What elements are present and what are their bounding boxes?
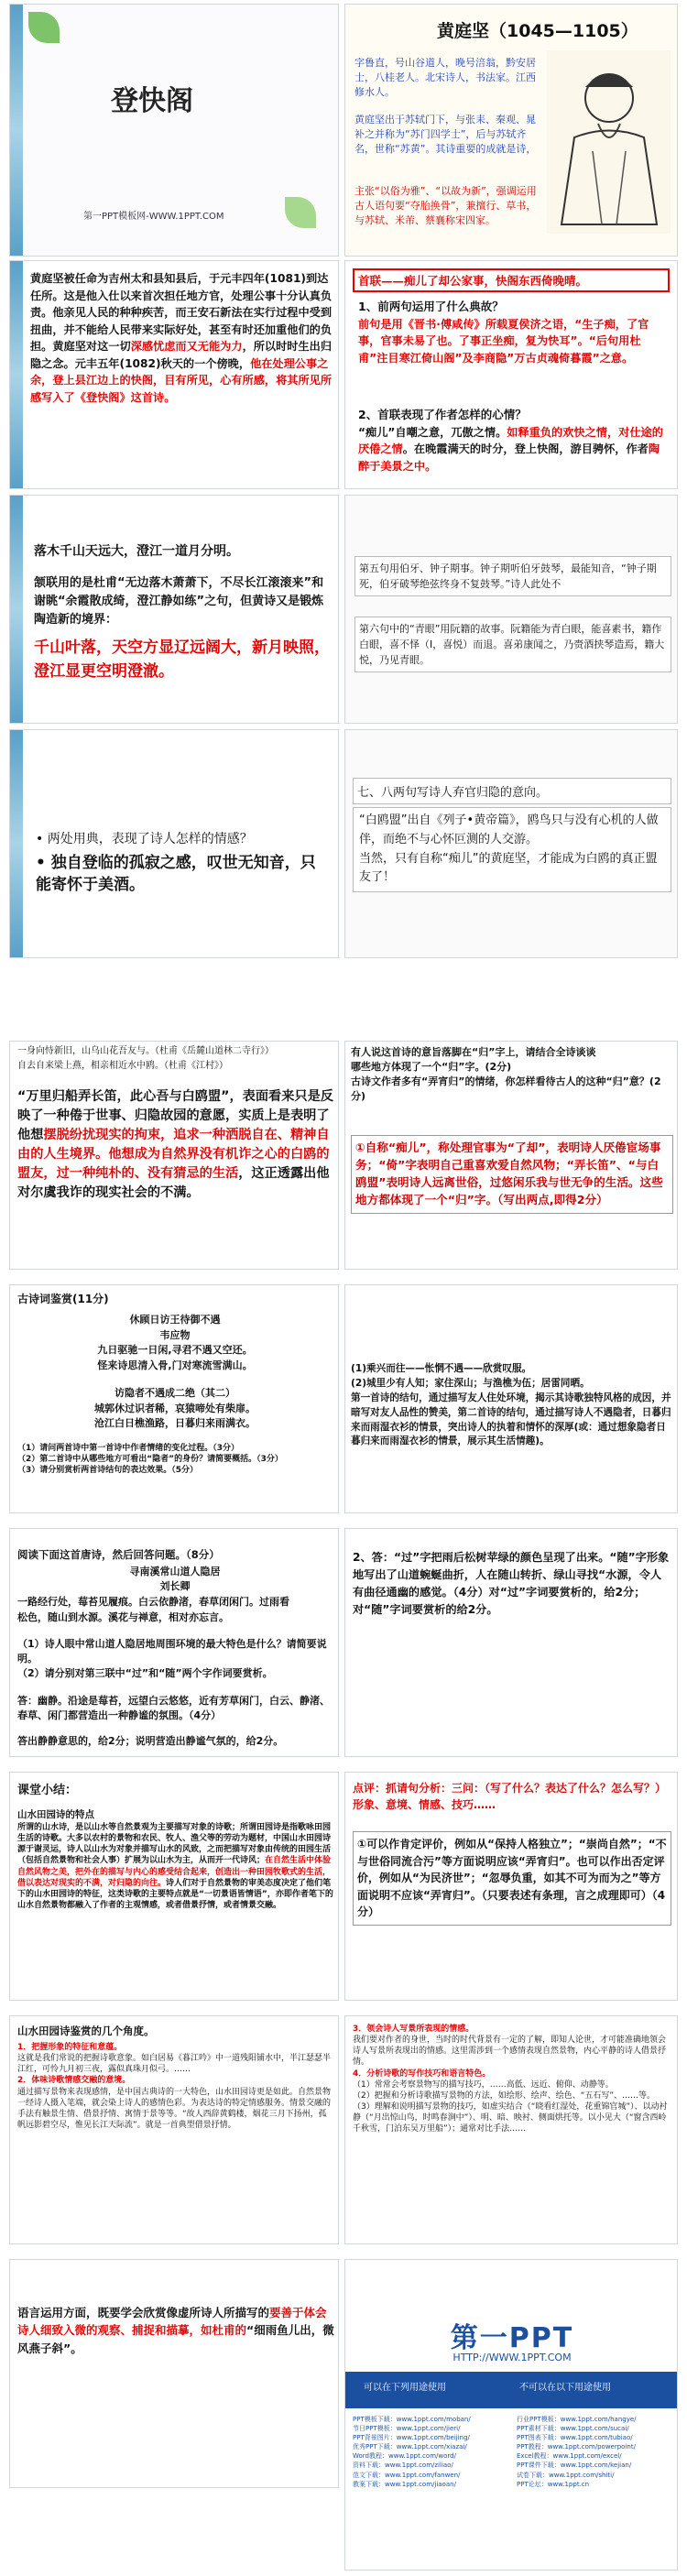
question-2: 2、首联表现了作者怎样的心情？ <box>358 408 527 421</box>
author-bio-1: 字鲁直，号山谷道人，晚号涪翁，黔安居士，八桂老人。北宋诗人，书法家。江西修水人。 <box>354 57 536 98</box>
slide-last-couplet <box>344 729 678 958</box>
quote-line-2: 自去自来梁上燕，相亲相近水中鸥。（杜甫《江村》） <box>17 1061 228 1071</box>
language-part-3: 要善于体会诗人细致入微的观察、捕捉和描摹，如杜甫的 <box>17 2306 327 2338</box>
return-q2: 哪些地方体现了一个“归”字。(2分) <box>351 1060 512 1073</box>
summary-part-2: 在自然生活中体验自然风物之美，把外在的描写与内心的感受结合起来，创造出一种田园牧歌式的生活，借以表达对现实的不满，对归隐的向往。 <box>17 1856 332 1888</box>
angle-4-text-1: （1）常常会考察景物写的描写技巧，……高低、远近、俯仰、动静等。 <box>353 2079 614 2090</box>
angle-1-text: 这就是我们常说的把握诗歌意象。如白居易《暮江吟》中一道残阳铺水中，半江瑟瑟半江红，可怜九月初三夜，露似真珠月似弓。…… <box>17 2054 332 2075</box>
link-item[interactable]: 范文下载：www.1ppt.com/fanwen/ <box>353 2471 461 2479</box>
link-item[interactable]: PPT素材下载：www.1ppt.com/sucai/ <box>517 2425 629 2433</box>
background-part-4: 他在处理公事之余，登上县江边上的快阁，目有所见，心有所感，将其所见所感写入了《登快阁》这首诗。 <box>30 356 333 404</box>
couplet-line: 落木千山天远大，澄江一道月分明。 <box>34 544 239 559</box>
tang-heading: 阅读下面这首唐诗，然后回答问题。（8分） <box>17 1548 220 1561</box>
slide-background <box>9 260 339 489</box>
slide-tang-poem <box>9 1528 339 1757</box>
summary-heading: 课堂小结： <box>17 1784 78 1797</box>
link-item[interactable]: 教案下载：www.1ppt.com/jiaoan/ <box>353 2480 456 2488</box>
last-couplet-answer <box>353 807 671 892</box>
quote-line-1: 一身向恃新旧，山乌山花吾友与。（杜甫《岳麓山道林二寺行》） <box>17 1046 274 1056</box>
angle-4-text-2: （2）把握和分析诗歌描写景物的方法，如绘形、绘声、绘色、“五石写”、……等。 <box>353 2090 656 2101</box>
summary-part-3: 诗人们对于自然景物的审美态度决定了他们笔下的山水田园诗的特征，这类诗歌的主要特点就是“一切景语皆情语”，亦即作者笔下的山水自然景物都融入了作者的主观情感，或者借景抒情，或者情景交融。 <box>17 1878 333 1910</box>
link-item[interactable]: 资料下载：www.1ppt.com/ziliao/ <box>353 2461 453 2470</box>
poem1-line1: 九日驱驰一日闲,寻君不遇又空还。 <box>97 1344 253 1356</box>
usage-forbidden: 不可以在以下用途使用 <box>519 2383 611 2393</box>
slide-tang-answer <box>344 1528 678 1757</box>
answer-2d: 陶醉于美景之中。 <box>358 442 660 473</box>
slide-first-couplet <box>344 260 678 489</box>
return-question <box>351 1045 673 1104</box>
decor-bar <box>10 5 23 256</box>
poem2-line2: 沧江白日樵渔路，日暮归来雨满衣。 <box>94 1417 256 1429</box>
tang-poem-text: 一路经行处，莓苔见履痕。白云依静渚，春草闭闲门。过雨看松色，随山到水源。溪花与禅意，相对亦忘言。 <box>17 1596 289 1623</box>
slide-language <box>9 2259 339 2488</box>
answer-2a: “痴儿”自嘲之意，兀傲之情。 <box>358 426 507 439</box>
poem1-author: 韦应物 <box>159 1328 191 1341</box>
angles2-body <box>353 2024 671 2134</box>
summary-subheading: 山水田园诗的特点 <box>17 1809 94 1820</box>
summary-part-1: 所谓的山水诗，是以山水等自然景观为主要描写对象的诗歌；所谓田园诗是指歌咏田园生活的诗歌。大多以农村的景物和农民、牧人、渔父等的劳动为题材，中国山水田园诗源于谢灵运，诗人以山水为对象并描写山水的风致，之而把描写对象由传统的田园生活（包括自然景物和社会人事）扩展为以山水为主，从而开一代诗风； <box>17 1823 332 1866</box>
tang-a2: 答出静静意思的，给2分；说明营造出静谧气氛的，给2分。 <box>17 1735 284 1747</box>
decor-bar <box>10 730 23 957</box>
link-item[interactable]: 试卷下载：www.1ppt.com/shiti/ <box>517 2471 615 2479</box>
slide-author <box>344 4 678 257</box>
background-part-3: ，所以时时生出归隐之念。元丰五年(1082)秋天的一个傍晚， <box>30 340 333 370</box>
last-couplet-question: 七、八两句写诗人弃官归隐的意向。 <box>353 778 671 804</box>
exercise-q1: （1）请问两首诗中第一首诗中作者情绪的变化过程。（3分） <box>17 1444 240 1453</box>
emotion-answer: • 独自登临的孤寂之感，叹世无知音，只能寄怀于美酒。 <box>36 854 316 894</box>
answer-line-1: “白鸥盟”出自《列子•黄帝篇》，鸥鸟只与没有心机的人做伴，而绝不与心怀叵测的人交游。 <box>359 813 659 846</box>
exercise-questions <box>17 1443 334 1476</box>
leaf-decor <box>285 197 316 228</box>
poem2-title: 访隐者不遇成二绝（其二） <box>114 1387 235 1399</box>
link-item[interactable]: PPT论坛：www.1ppt.cn <box>517 2480 590 2488</box>
author-heading: 黄庭坚（1045—1105） <box>437 21 638 41</box>
answer-2c: 。在晚霞满天的时分，登上快阁，游目骋怀，作者 <box>402 442 649 456</box>
language-text <box>17 2304 334 2357</box>
slide-summary <box>9 1772 339 2001</box>
angle-2-title: 2．体味诗歌情感交融的意境。 <box>17 2076 131 2086</box>
background-part-2: 深感忧虑而又无能为力 <box>130 340 243 354</box>
link-item[interactable]: 节日PPT模板：www.1ppt.com/jieri/ <box>353 2425 461 2433</box>
angle-3-text: 我们要对作者的身世，当时的时代背景有一定的了解，即知人论世，才可能准确地领会诗人写景所表现出的情感。这里需涉到一个感情表现自然景物，内心平静的诗人借景抒情。 <box>353 2036 667 2068</box>
analysis-text: 颔联用的是杜甫“无边落木萧萧下，不尽长江滚滚来”和谢眺“余霞散成绮，澄江静如练”之句，但黄诗又是锻炼陶造新的境界： <box>34 576 324 628</box>
slide-title <box>9 4 339 257</box>
gull-part-3: ，这正透露出他对尔虞我诈的现实社会的不满。 <box>17 1166 330 1201</box>
decor-bar <box>10 496 23 723</box>
link-list <box>353 2416 671 2489</box>
language-part-1: 语言运用方面，既要学会欣赏像虚所诗人所描写的 <box>17 2306 270 2319</box>
poem-answer-2: (2)城里少有人知；家住深山；与渔樵为伍；居雷同晒。 <box>351 1377 590 1389</box>
decor-bar <box>10 261 23 488</box>
exercise-q3: （3）请分别赏析两首诗结句的表达效果。（5分） <box>17 1466 199 1476</box>
brand-logo: 第一PPT <box>450 2322 574 2354</box>
summary-body <box>17 1822 334 1911</box>
gull-analysis <box>17 1087 334 1203</box>
slide-gull-alliance <box>9 1041 339 1270</box>
poem1-line2: 怪来诗思清入骨,门对寒流雪满山。 <box>97 1359 253 1371</box>
couplet-line: 首联——痴儿了却公家事，快阁东西倚晚晴。 <box>353 268 670 292</box>
poem-answer-3: 第一首诗的结句，通过描写友人住处环境，揭示其诗歌独特风格的成因，并暗写对友人品性的赞美，第二首诗的结句，通过描写诗人不遇隐者，日暮归来而雨湿衣衫的情景，突出诗人的执着和情怀的深厚(或：通过想象隐者日暮归来而雨湿衣衫的情景，展示其生活情趣)。 <box>351 1392 671 1447</box>
slide-angles <box>9 2015 339 2244</box>
background-text <box>30 270 333 406</box>
answer-1: 前句是用《晋书·傅咸传》所载夏侯济之语，“生子痴，了官事，官事未易了也。了事正坐痴，复为快耳”。“后句用杜甫”注目寒江倚山阁”及李商隐”万古贞魂倚暮霞”之意。 <box>358 318 649 365</box>
author-bio-3: 主张“以俗为雅”、“以故为新”，强调运用古人语句要“夺胎换骨”，兼擅行、草书，与苏轼、米芾、蔡襄称宋四家。 <box>354 185 537 226</box>
allusion-1: 第五句用伯牙、钟子期事。钟子期听伯牙鼓琴，最能知音，“钟子期死，伯牙破琴绝弦终身不复鼓琴。”诗人此处不 <box>354 556 671 596</box>
link-item[interactable]: 行业PPT模板：www.1ppt.com/hangye/ <box>517 2416 637 2423</box>
question-1: 1、前两句运用了什么典故？ <box>358 300 504 313</box>
poem-answer-1: (1)乘兴而往——怅惘不遇——欣赏叹服。 <box>351 1363 532 1374</box>
angle-2-text: 通过描写景物来表现感情，是中国古典诗的一大特色，山水田园诗更是如此。自然景物一经诗人摄入笔端，就会染上诗人的感情色彩。为表达诗的特定情感服务。情景交融的手法有触景生情、借景抒情、寓情于景等等。“故人西辞黄鹤楼，烟花三月下扬州，孤帆远影碧空尽，惟见长江天际流”。就是一首典型借景抒情。 <box>17 2087 332 2130</box>
slide-return-theme <box>344 1041 678 1270</box>
emotion-question-text: 两处用典，表现了诗人怎样的情感？ <box>47 832 253 846</box>
poem-answers <box>351 1362 673 1449</box>
slide-emotion <box>9 729 339 958</box>
tang-q2: （2）请分别对第三联中“过”和“随”两个字作词要赏析。 <box>17 1667 273 1679</box>
leaf-decor <box>28 12 60 43</box>
angle-4-text-3: （3）理解和说明描写景物的技巧，如虚实结合（“晓看红湿处，花重锦官城”）、以动衬静（“月出惊山鸟，时鸣春涧中”）、明、暗、映衬、侧面烘托等。以小见大（“窗含西岭千秋雪，门泊东吴万里船”）；通常对比手法…… <box>353 2101 668 2134</box>
poem2-line1: 城郭休过识者稀，哀猿啼处有柴扉。 <box>94 1402 256 1414</box>
answer-2 <box>358 424 670 475</box>
link-item[interactable]: 优秀PPT下载：www.1ppt.com/xiazai/ <box>353 2443 467 2451</box>
angle-3-title: 3．领会诗人写景所表现的情感。 <box>353 2025 474 2034</box>
exercise-heading: 古诗词鉴赏(11分) <box>17 1293 109 1305</box>
link-item[interactable]: PPT模板下载：www.1ppt.com/moban/ <box>353 2416 471 2423</box>
slide-brand <box>344 2259 678 2571</box>
angles-body <box>17 2042 334 2131</box>
tang-a1: 答：幽静。沿途是莓苔，远望白云悠悠，近有芳草闲门，白云、静渚、春草、闲门都营造出一种静谧的氛围。（4分） <box>17 1695 330 1721</box>
comment-heading: 点评：抓请句分析：三问：（写了什么？表达了什么？怎么写？）形象、意境、情感、技巧…… <box>353 1782 667 1811</box>
site-caption: 第一PPT模板网-WWW.1PPT.COM <box>83 212 224 222</box>
link-item[interactable]: PPT图表下载：www.1ppt.com/tubiao/ <box>517 2434 633 2442</box>
slide-title-text: 登快阁 <box>111 85 193 117</box>
return-q1: 有人说这首诗的意旨落脚在“归”字上，请结合全诗谈谈 <box>351 1046 596 1058</box>
emotion-answer-text: 独自登临的孤寂之感，叹世无知音，只能寄怀于美酒。 <box>36 854 316 894</box>
return-q3: 古诗文作者多有“弄宵归”的情绪，你怎样看待古人的这种“归”意？(2分) <box>351 1075 661 1102</box>
link-item[interactable]: PPT课件下载：www.1ppt.com/kejian/ <box>517 2461 632 2470</box>
slide-poem-exercise <box>9 1284 339 1513</box>
author-bio-2: 黄庭坚出于苏轼门下，与张耒、秦观、晁补之并称为“苏门四学士”，后与苏轼齐名，世称“苏黄”。其诗重要的成就是诗， <box>354 114 537 155</box>
gull-part-2: 摆脱纷扰现实的拘束，追求一种洒脱自在、精神自由的人生境界。他想成为自然界没有机诈之心的白鸥的盟友，过一种纯朴的、没有猜忌的生活 <box>17 1128 330 1182</box>
tang-title: 寻南溪常山道人隐居 <box>129 1566 221 1577</box>
analysis-highlight: 千山叶落，天空方显辽远阔大，新月映照，澄江显更空明澄澈。 <box>34 639 330 681</box>
usage-allowed: 可以在下列用途使用 <box>364 2383 446 2393</box>
poem1-title: 休顾日访王待御不遇 <box>129 1314 221 1326</box>
slide-poem-answers <box>344 1284 678 1513</box>
gull-part-1: “万里归船弄长笛，此心吾与白鸥盟”，表面看来只是反映了一种倦于世事、归隐故园的意愿，实质上是表明了他想 <box>17 1089 333 1143</box>
poem-2 <box>10 1386 339 1432</box>
comment-answer: ①可以作肯定评价，例如从“保持人格独立”；“崇尚自然”；“不与世俗同流合污”等方面说明应该“弄宵归”。也可以作出否定评价，例如从“为民济世”；“忽辱负重，如其不可为而为之”等方面说明不应该“弄宵归”。（只要表述有条理，言之成理即可）（4分） <box>353 1831 671 1926</box>
poem-1 <box>10 1313 339 1373</box>
answer-2b: 如释重负的欢快之情，对仕途的厌倦之情 <box>358 426 663 456</box>
allusion-2: 第六句中的“青眼”用阮籍的故事。阮籍能为青白眼，能喜素书，籍作白眼，喜不怿（I，喜悦）而退。喜弟康闻之，乃赍酒挟琴造焉，籍大悦，乃见青眼。 <box>354 617 671 672</box>
slide-allusion <box>344 495 678 724</box>
return-answer: ①自称“痴儿”，称处理官事为“了却”，表明诗人厌倦宦场事务；“倚”字表明自己重喜欢爱自然风物；“弄长笛”、“与白鸥盟”表明诗人远离世俗，过悠闲乐我与世无争的生活。这些地方都体现了一个“归”字。（写出两点,即得2分） <box>351 1135 673 1214</box>
angles-heading: 山水田园诗鉴赏的几个角度。 <box>17 2025 155 2037</box>
portrait-image <box>547 50 671 234</box>
angle-1-title: 1．把握形象的特征和意蕴。 <box>17 2043 123 2052</box>
language-part-2: “细雨鱼儿出，微风燕子斜”。 <box>17 2323 334 2355</box>
link-item[interactable]: PPT教程：www.1ppt.com/powerpoint/ <box>517 2443 636 2451</box>
link-item[interactable]: Word教程：www.1ppt.com/word/ <box>353 2452 456 2461</box>
slide-comment <box>344 1772 678 2001</box>
brand-url[interactable]: HTTP://WWW.1PPT.COM <box>453 2352 572 2363</box>
tang-answer: 2、答：“过”字把雨后松树苹绿的颜色呈现了出来。“随”字形象地写出了山道蜿蜒曲折，人在随山转折、绿山寻找“水源，令人有曲径通幽的感觉。（4分）对“过”字词要赏析的，给2分；对“随”字词要赏析的给2分。 <box>353 1551 670 1616</box>
link-item[interactable]: PPT背景图片：www.1ppt.com/beijing/ <box>353 2434 470 2442</box>
emotion-question: • 两处用典，表现了诗人怎样的情感？ <box>36 832 253 846</box>
tang-author: 刘长卿 <box>159 1580 191 1592</box>
answer-line-2: 当然，只有自称“痴儿”的黄庭坚，才能成为白鸥的真正盟友了！ <box>359 851 658 885</box>
background-part-1: 黄庭坚被任命为吉州太和县知县后，于元丰四年(1081)到达任所。这是他入仕以来首次担任地方官，处理公事十分认真负责。他亲见人民的种种疾苦，而王安石新法在实行过程中受到扭曲，并不能给人民带来实际好处，甚至有时还加重他们的负担。黄庭坚对这一切 <box>30 272 333 354</box>
exercise-q2: （2）第二首诗中从哪些地方可看出“隐者”的身份？请简要概括。（3分） <box>17 1455 283 1465</box>
angle-4-title: 4．分析诗歌的写作技巧和语言特色。 <box>353 2068 491 2079</box>
slide-angles-2 <box>344 2015 678 2244</box>
slide-second-couplet <box>9 495 339 724</box>
tang-q1: （1）诗人眼中常山道人隐居地周围环境的最大特色是什么？请简要说明。 <box>17 1638 327 1665</box>
link-item[interactable]: Excel教程：www.1ppt.com/excel/ <box>517 2452 622 2461</box>
